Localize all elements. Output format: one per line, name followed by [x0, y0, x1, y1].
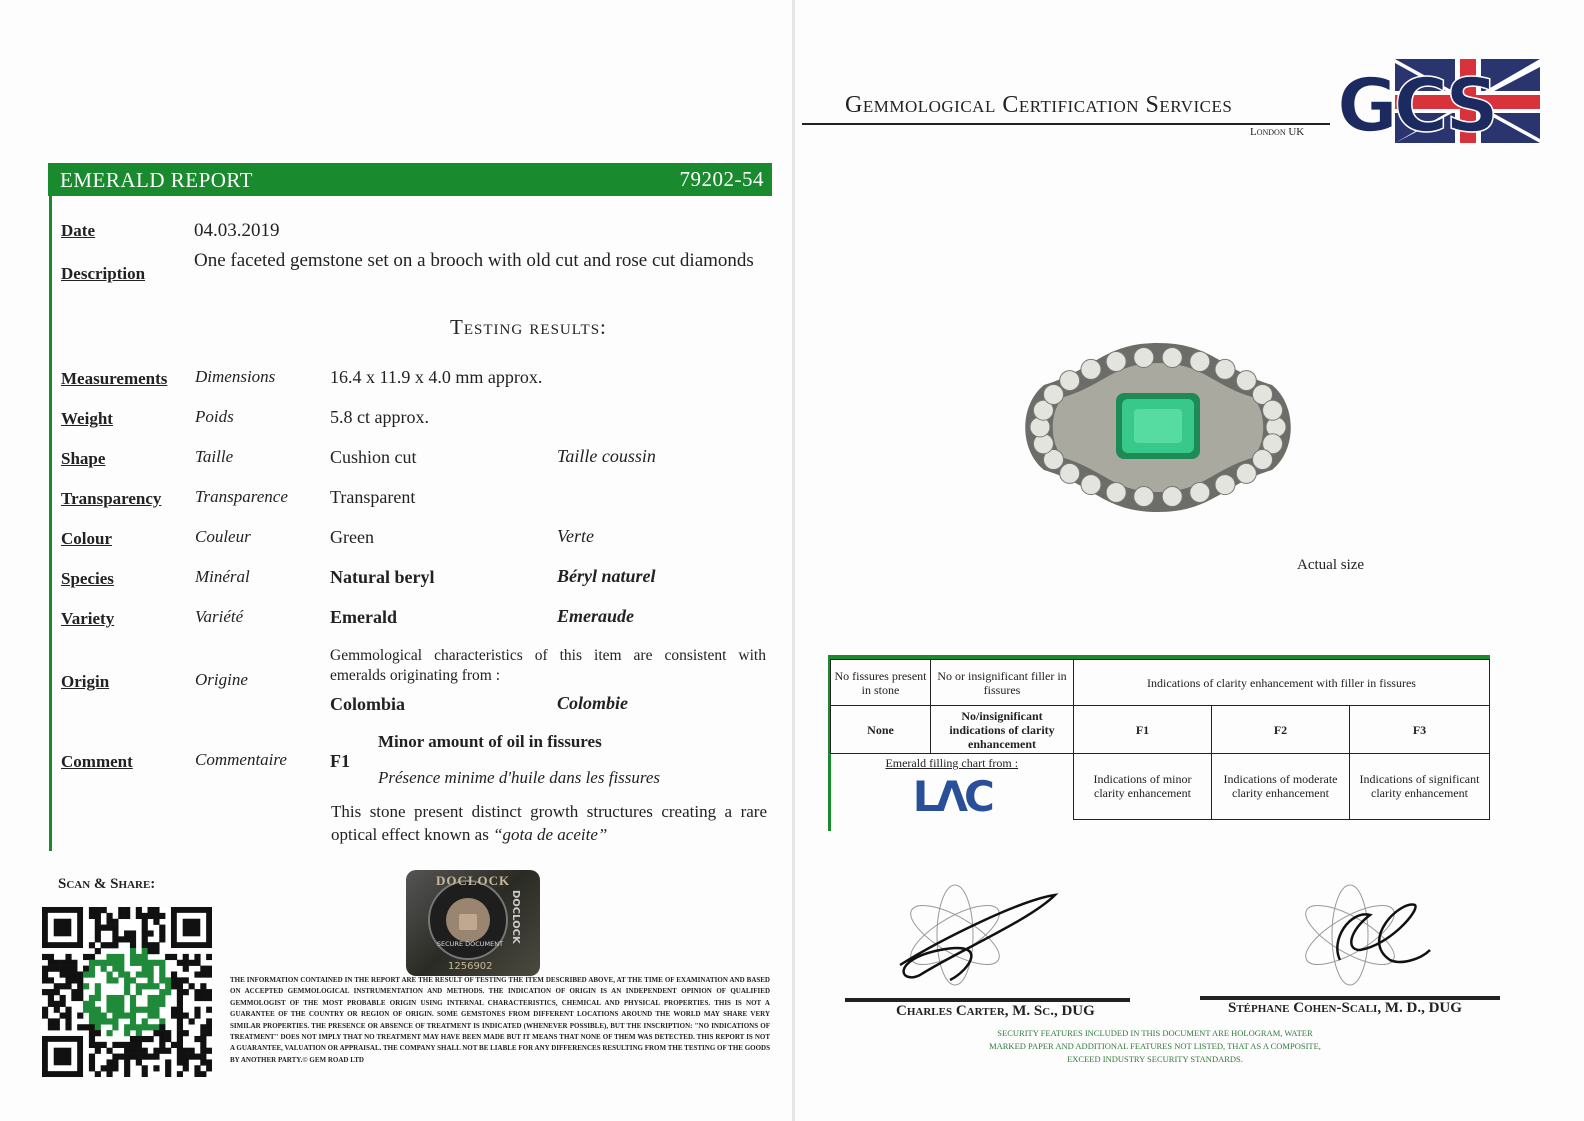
- security-note: SECURITY FEATURES INCLUDED IN THIS DOCUMENT ARE HOLOGRAM, WATER MARKED PAPER AND ADDITIONAL FEATURES NOT LISTED, THAT AS A COMPOSITE, EXCEED INDUSTRY SECURITY STANDARDS.: [989, 1028, 1321, 1064]
- lfhc-logo: LΛC: [912, 772, 991, 821]
- date-label: Date: [61, 221, 95, 240]
- hologram-text: SECURE DOCUMENT: [436, 940, 504, 948]
- desc-f3: Indications of significant clarity enhancement: [1350, 754, 1490, 820]
- comment-label: Comment: [61, 752, 133, 771]
- description-label: Description: [61, 264, 146, 283]
- colour-value: Green: [330, 527, 374, 547]
- species-label: Species: [61, 569, 114, 588]
- comment-note-text: This stone present distinct growth structures creating a rare optical effect known as: [331, 802, 767, 844]
- description-value: One faceted gemstone set on a brooch with old cut and rose cut diamonds: [194, 250, 754, 271]
- origin-value-fr: Colombie: [557, 693, 628, 713]
- weight-label: Weight: [61, 409, 113, 428]
- qr-code[interactable]: [42, 907, 212, 1077]
- header-no-fissures: No fissures present in stone: [831, 660, 931, 706]
- header-no-filler: No or insignificant filler in fissures: [931, 660, 1074, 706]
- grade-insignificant: No/insignificant indications of clarity enhancement: [931, 706, 1074, 754]
- header-indications: Indications of clarity enhancement with filler in fissures: [1074, 660, 1490, 706]
- grade-f2: F2: [1212, 706, 1350, 754]
- measurements-label: Measurements: [61, 369, 168, 388]
- species-fr: Minéral: [195, 567, 250, 586]
- hologram-sticker: [406, 870, 540, 976]
- origin-fr: Origine: [195, 670, 248, 689]
- origin-value: Colombia: [330, 694, 406, 714]
- green-border: [49, 196, 52, 851]
- logo-text: GCS: [1337, 63, 1495, 147]
- comment-fr: Commentaire: [195, 750, 287, 769]
- measurements-fr: Dimensions: [195, 367, 276, 386]
- page-divider: [792, 0, 795, 1121]
- variety-value-fr: Emeraude: [557, 606, 635, 626]
- signatory-1: Charles Carter, M. Sc., DUG: [896, 1003, 1095, 1019]
- weight-value: 5.8 ct approx.: [330, 407, 429, 427]
- signature-carter: [880, 880, 1070, 990]
- date-value: 04.03.2019: [194, 220, 280, 241]
- report-number: 79202-54: [679, 167, 764, 191]
- variety-label: Variety: [61, 609, 115, 628]
- colour-value-fr: Verte: [557, 526, 594, 546]
- variety-fr: Variété: [195, 607, 244, 626]
- signatory-2: Stéphane Cohen-Scali, M. D., DUG: [1228, 1000, 1462, 1016]
- weight-fr: Poids: [195, 407, 234, 426]
- hologram-brand-vertical: DOCLOCK: [510, 890, 521, 944]
- species-value-fr: Béryl naturel: [557, 566, 656, 586]
- signature-line-1: [845, 998, 1130, 1002]
- transparency-value: Transparent: [330, 487, 416, 507]
- disclaimer: THE INFORMATION CONTAINED IN THE REPORT ARE THE RESULT OF TESTING THE ITEM DESCRIBED ABOVE, AT THE TIME OF EXAMINATION AND BASED ON ACCEPTED GEMMOLOGICAL INSTRUMENTATION AND METHODS. THE INDICATION OF ORIGIN IS AN INDEPENDENT OPINION OF QUALIFIED GEMMOLOGIST OF THE MOST PROBABLE ORIGIN USING INTERNAL CHARACTERISTICS, CHEMICAL AND PHYSICAL PROPERTIES. THIS IS NOT A GUARANTEE OF THE COUNTRY OR REGION OF ORIGIN. SOME GEMSTONES FROM DIFFERENT LOCATIONS AROUND THE WORLD MAY SHARE VERY SIMILAR PROPERTIES. THE PRESENCE OR ABSENCE OF TREATMENT IS INDICATED (WHENEVER POSSIBLE), BUT THE INSCRIPTION: "NO INDICATIONS OF TREATMENT" DOES NOT IMPLY THAT NO TREATMENT MAY HAVE BEEN MADE BUT IT MEANS THAT NONE OF THEM WAS DETECTED. THIS REPORT IS NOT A GUARANTEE, VALUATION OR APPRAISAL. THE COMPANY SHALL NOT BE LIABLE FOR ANY DIFFERENCES RESULTING FROM THE TESTING OF THE GOODS BY ANOTHER PARTY.© GEM ROAD LTD: [230, 976, 770, 1064]
- hologram-brand: DOCLOCK: [436, 873, 511, 888]
- comment-note-quote: “gota de aceite”: [493, 825, 608, 844]
- grade-f3: F3: [1350, 706, 1490, 754]
- desc-f1: Indications of minor clarity enhancement: [1074, 754, 1212, 820]
- species-value: Natural beryl: [330, 567, 435, 587]
- lab-name: Gemmological Certification Services: [845, 92, 1233, 118]
- comment-value-fr: Présence minime d'huile dans les fissures: [378, 768, 661, 787]
- transparency-fr: Transparence: [195, 487, 288, 506]
- transparency-label: Transparency: [61, 489, 162, 508]
- colour-label: Colour: [61, 529, 112, 548]
- gcs-logo: [1335, 55, 1540, 147]
- brooch-photo: [1022, 335, 1294, 520]
- measurements-value: 16.4 x 11.9 x 4.0 mm approx.: [330, 367, 543, 387]
- shape-label: Shape: [61, 449, 106, 468]
- desc-f2: Indications of moderate clarity enhancement: [1212, 754, 1350, 820]
- grade-none: None: [831, 706, 931, 754]
- title-underline: [802, 123, 1330, 125]
- grade-f1: F1: [1074, 706, 1212, 754]
- chart-source: Emerald filling chart from :: [885, 756, 1019, 770]
- shape-fr: Taille: [195, 447, 234, 466]
- report-title: EMERALD REPORT: [60, 168, 253, 192]
- colour-fr: Couleur: [195, 527, 251, 546]
- shape-value-fr: Taille coussin: [557, 446, 656, 466]
- report-header: [48, 163, 772, 196]
- origin-label: Origin: [61, 672, 110, 691]
- emerald-filling-chart: [830, 659, 1490, 820]
- photo-caption: Actual size: [1297, 557, 1365, 573]
- origin-note: Gemmological characteristics of this item are consistent with emeralds originating from :: [330, 647, 766, 684]
- comment-grade: F1: [330, 751, 350, 771]
- scan-share-label: Scan & Share:: [58, 876, 156, 892]
- comment-value: Minor amount of oil in fissures: [378, 732, 602, 751]
- lab-location: London UK: [1250, 126, 1305, 138]
- comment-note: [331, 800, 767, 846]
- hologram-serial: 1256902: [448, 961, 493, 972]
- variety-value: Emerald: [330, 607, 397, 627]
- signature-cohen-scali: [1290, 880, 1440, 990]
- shape-value: Cushion cut: [330, 447, 417, 467]
- testing-results-heading: Testing results:: [450, 315, 607, 339]
